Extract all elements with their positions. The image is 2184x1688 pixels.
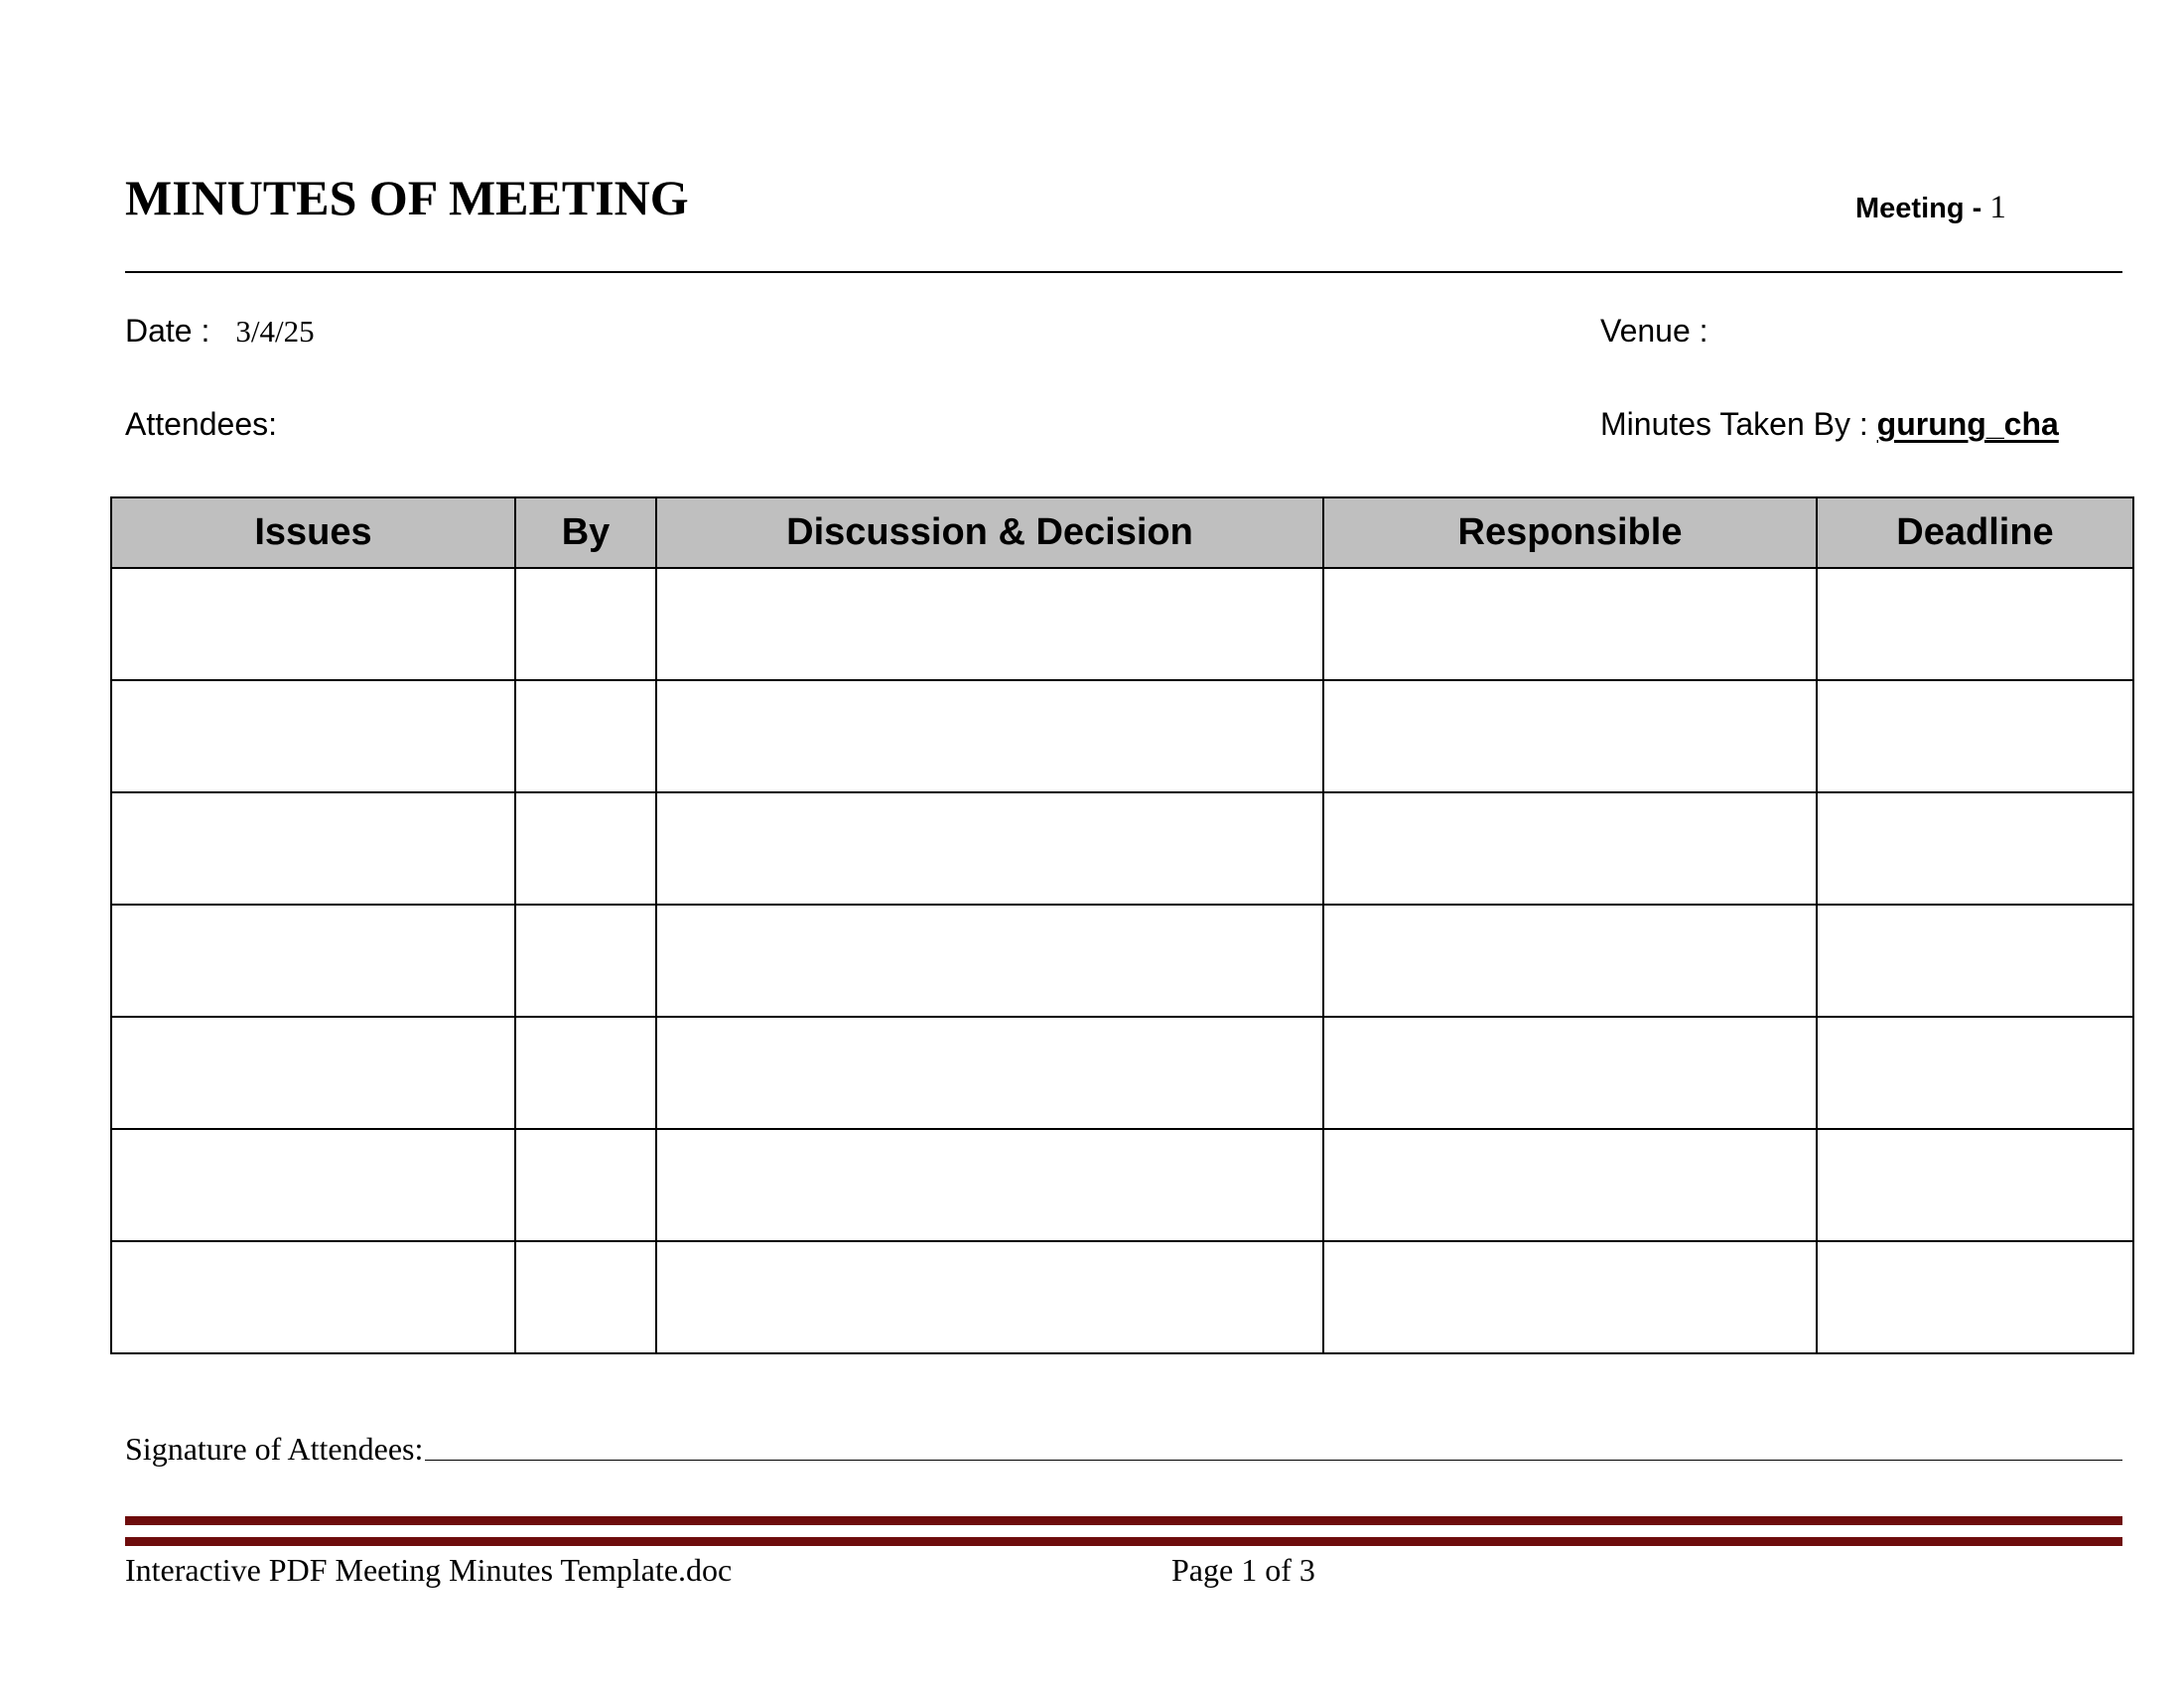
attendees-label: Attendees: [125, 406, 277, 442]
deadline-cell[interactable] [1817, 905, 2133, 1017]
deadline-cell[interactable] [1817, 1241, 2133, 1353]
discussion-cell[interactable] [656, 1241, 1323, 1353]
deadline-cell[interactable] [1817, 1129, 2133, 1241]
responsible-cell[interactable] [1323, 792, 1817, 905]
table-row [111, 680, 2133, 792]
responsible-cell[interactable] [1323, 1017, 1817, 1129]
signature-label: Signature of Attendees: [125, 1431, 424, 1467]
minutes-taken-by-label: Minutes Taken By : [1600, 406, 1877, 442]
date-input[interactable]: 3/4/25 [235, 314, 315, 349]
issues-cell[interactable] [111, 1129, 515, 1241]
footer-filename: Interactive PDF Meeting Minutes Template.doc [125, 1552, 733, 1588]
by-cell[interactable] [515, 680, 656, 792]
by-cell[interactable] [515, 568, 656, 680]
deadline-cell[interactable] [1817, 568, 2133, 680]
issues-cell[interactable] [111, 680, 515, 792]
responsible-cell[interactable] [1323, 568, 1817, 680]
table-row [111, 792, 2133, 905]
date-field [125, 315, 315, 347]
meeting-number-value[interactable]: 1 [1989, 190, 2006, 225]
title-divider [125, 271, 2122, 273]
signature-input[interactable] [425, 1460, 2122, 1461]
venue-label: Venue : [1600, 313, 1708, 349]
deadline-cell[interactable] [1817, 792, 2133, 905]
discussion-cell[interactable] [656, 905, 1323, 1017]
by-cell[interactable] [515, 1241, 656, 1353]
minutes-taken-by-field [1600, 408, 2059, 440]
page-title: MINUTES OF MEETING [125, 170, 689, 225]
column-header-by: By [515, 497, 656, 568]
column-header-discussion-decision: Discussion & Decision [656, 497, 1323, 568]
issues-cell[interactable] [111, 568, 515, 680]
by-cell[interactable] [515, 905, 656, 1017]
issues-cell[interactable] [111, 792, 515, 905]
date-label: Date : [125, 313, 210, 349]
responsible-cell[interactable] [1323, 1129, 1817, 1241]
minutes-taken-by-input[interactable]: gurung_cha [1876, 406, 2059, 442]
responsible-cell[interactable] [1323, 905, 1817, 1017]
table-row [111, 1017, 2133, 1129]
discussion-cell[interactable] [656, 792, 1323, 905]
issues-cell[interactable] [111, 1241, 515, 1353]
deadline-cell[interactable] [1817, 680, 2133, 792]
footer-divider-top [125, 1516, 2122, 1525]
signature-field [125, 1433, 2122, 1465]
meeting-number [1855, 192, 2006, 224]
discussion-cell[interactable] [656, 1017, 1323, 1129]
footer-page-number: Page 1 of 3 [1171, 1552, 1315, 1588]
deadline-cell[interactable] [1817, 1017, 2133, 1129]
by-cell[interactable] [515, 1129, 656, 1241]
by-cell[interactable] [515, 792, 656, 905]
responsible-cell[interactable] [1323, 680, 1817, 792]
discussion-cell[interactable] [656, 1129, 1323, 1241]
issues-cell[interactable] [111, 905, 515, 1017]
attendees-field [125, 408, 303, 440]
column-header-issues: Issues [111, 497, 515, 568]
table-row [111, 568, 2133, 680]
table-row [111, 905, 2133, 1017]
meeting-number-label: Meeting - [1855, 193, 1990, 224]
column-header-responsible: Responsible [1323, 497, 1817, 568]
footer-divider-bottom [125, 1537, 2122, 1546]
table-header-row [111, 497, 2133, 568]
column-header-deadline: Deadline [1817, 497, 2133, 568]
minutes-table [110, 496, 2134, 1354]
venue-field [1600, 315, 1734, 347]
responsible-cell[interactable] [1323, 1241, 1817, 1353]
discussion-cell[interactable] [656, 568, 1323, 680]
by-cell[interactable] [515, 1017, 656, 1129]
discussion-cell[interactable] [656, 680, 1323, 792]
table-row [111, 1129, 2133, 1241]
table-row [111, 1241, 2133, 1353]
issues-cell[interactable] [111, 1017, 515, 1129]
